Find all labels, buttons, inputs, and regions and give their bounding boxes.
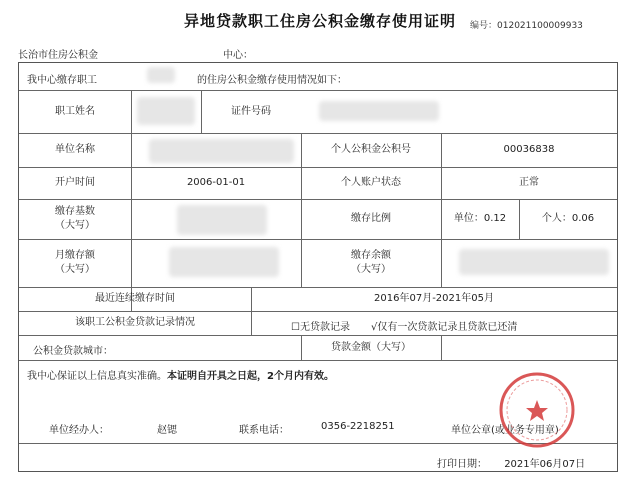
label-balance-cell — [301, 239, 441, 287]
label-loan-amount: 贷款金额（大写） — [331, 341, 411, 353]
redacted-balance — [459, 249, 609, 275]
loan-option-once: √仅有一次贷款记录且贷款已还清 — [371, 322, 518, 333]
account-status-value: 正常 — [519, 177, 539, 188]
label-balance-caps: （大写） — [351, 264, 391, 275]
person-ratio-label: 个人： — [541, 213, 572, 224]
serial-value: 012021100009933 — [497, 21, 583, 31]
guarantee-text — [27, 367, 334, 382]
label-open-time: 开户时间 — [55, 177, 95, 188]
redacted-name — [137, 97, 195, 125]
label-name: 职工姓名 — [55, 105, 95, 117]
guarantee-plain: 我中心保证以上信息真实准确。 — [27, 371, 167, 382]
redacted-base — [177, 205, 267, 235]
label-id: 证件号码 — [231, 105, 271, 117]
guarantee-bold: 本证明自开具之日起，2个月内有效。 — [167, 371, 334, 382]
label-monthly: 月缴存额 — [55, 250, 95, 261]
label-monthly-cell — [19, 239, 131, 287]
org-name: 长治市住房公积金 — [18, 50, 98, 61]
label-monthly-caps: （大写） — [55, 264, 95, 275]
open-time-value: 2006-01-01 — [186, 177, 246, 188]
center-suffix: 中心： — [223, 50, 253, 61]
serial-number — [470, 18, 583, 31]
print-label: 打印日期： — [437, 459, 487, 470]
label-personal-account: 个人公积金公积号 — [331, 144, 411, 155]
serial-label: 编号： — [470, 21, 498, 31]
label-ratio: 缴存比例 — [351, 213, 391, 224]
phone-label: 联系电话： — [239, 425, 289, 436]
label-base-caps: （大写） — [55, 220, 95, 231]
redacted-monthly — [169, 247, 279, 277]
print-date-row — [437, 455, 585, 470]
personal-account-value: 00036838 — [503, 144, 555, 155]
redacted-name-intro — [147, 67, 175, 83]
label-base: 缴存基数 — [55, 206, 95, 217]
unit-ratio-cell — [441, 199, 519, 239]
handler-label: 单位经办人： — [49, 425, 109, 436]
person-ratio-cell — [519, 199, 617, 239]
label-recent-period: 最近连续缴存时间 — [95, 293, 175, 304]
person-ratio-value: 0.06 — [571, 213, 595, 224]
redacted-employer — [149, 139, 294, 163]
label-loan-city: 公积金贷款城市： — [33, 346, 113, 357]
seal-label: 单位公章(或业务专用章) — [451, 425, 559, 436]
unit-ratio-label: 单位： — [453, 213, 484, 224]
redacted-id — [319, 101, 439, 121]
label-base-cell — [19, 199, 131, 239]
intro-suffix: 的住房公积金缴存使用情况如下： — [197, 75, 347, 86]
label-balance: 缴存余额 — [351, 250, 391, 261]
official-seal-icon — [497, 370, 577, 450]
recent-period-value: 2016年07月-2021年05月 — [374, 293, 494, 304]
label-employer: 单位名称 — [55, 144, 95, 155]
loan-option-none: ☐无贷款记录 — [291, 322, 350, 333]
label-account-status: 个人账户状态 — [341, 177, 401, 188]
print-date: 2021年06月07日 — [504, 459, 586, 470]
unit-ratio-value: 0.12 — [483, 213, 507, 224]
phone-value: 0356-2218251 — [321, 421, 395, 432]
handler-name: 赵锶 — [157, 425, 177, 436]
intro-prefix: 我中心缴存职工 — [27, 75, 97, 86]
document-title: 异地贷款职工住房公积金缴存使用证明 — [183, 12, 456, 30]
label-loan-record: 该职工公积金贷款记录情况 — [75, 317, 195, 328]
